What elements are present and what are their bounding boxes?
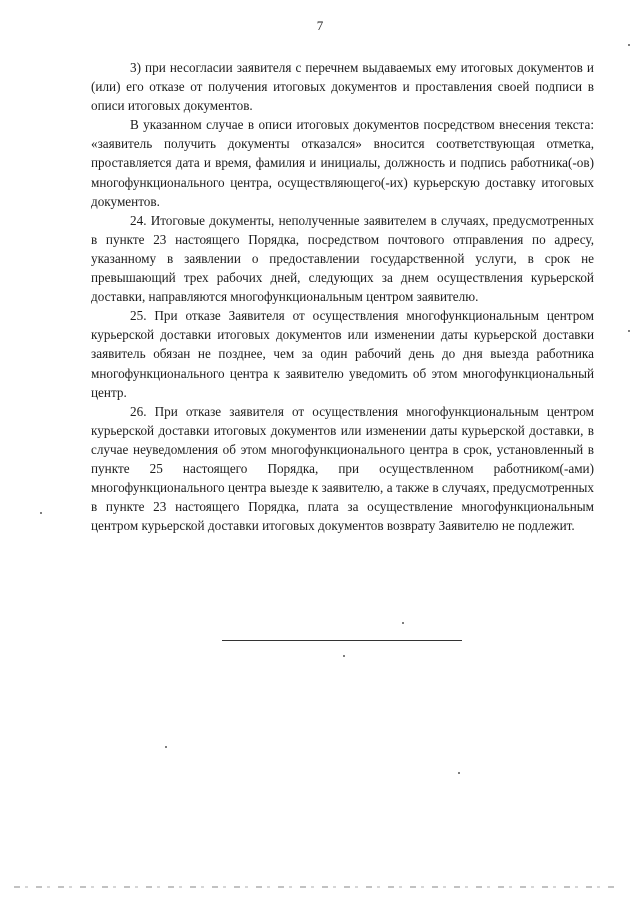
scan-speck — [343, 655, 345, 657]
scan-speck — [628, 44, 630, 46]
scan-speck — [40, 512, 42, 514]
paragraph-25: 25. При отказе Заявителя от осуществления многофункциональным центром курьерской доставки итоговых документов или изменении даты курьерской доставки заявитель обязан не позднее, чем за один рабочий день до дня выезда работника многофункционального центра к заявителю уведомить об этом многофункциональный центр. — [91, 308, 594, 400]
scan-speck — [628, 330, 630, 332]
paragraph-24: 24. Итоговые документы, неполученные заявителем в случаях, предусмотренных в пункте 23 настоящего Порядка, посредством почтового отправления по адресу, указанному в заявлении о предоставлении государственной услуги, в срок не превышающий трех рабочих дней, следующих за днем осуществления курьерской доставки, направляются многофункциональным центром заявителю. — [91, 212, 594, 305]
document-body — [91, 58, 594, 535]
end-separator-line — [222, 640, 462, 641]
paragraph-26: 26. При отказе заявителя от осуществления многофункциональным центром курьерской доставки итоговых документов или изменении даты курьерской доставки, в случае неуведомления об этом многофункционального центра в срок, установленный в пункте 25 настоящего Порядка, при осуществленном работником(-ами) многофункционального центра выезде к заявителю, а также в случаях, предусмотренных в пункте 23 настоящего Порядка, плата за осуществление многофункциональным центром курьерской доставки итоговых документов возврату Заявителю не подлежит. — [91, 403, 594, 534]
paragraph-item-3: 3) при несогласии заявителя с перечнем выдаваемых ему итоговых документов и (или) его отказе от получения итоговых документов и проставления своей подписи в описи итоговых документов. — [91, 60, 594, 114]
scan-speck — [458, 772, 460, 774]
paragraph-refusal-note: В указанном случае в описи итоговых документов посредством внесения текста: «заявитель получить документы отказался» вносится соответствующая отметка, проставляется дата и время, фамилия и инициалы, должность и подпись работника(-ов) многофункционального центра, осуществляющего(-их) курьерскую доставку итоговых документов. — [91, 117, 594, 209]
scan-speck — [402, 622, 404, 624]
page-number: 7 — [316, 18, 324, 33]
scan-edge-artifact — [14, 886, 614, 888]
scan-speck — [165, 746, 167, 748]
